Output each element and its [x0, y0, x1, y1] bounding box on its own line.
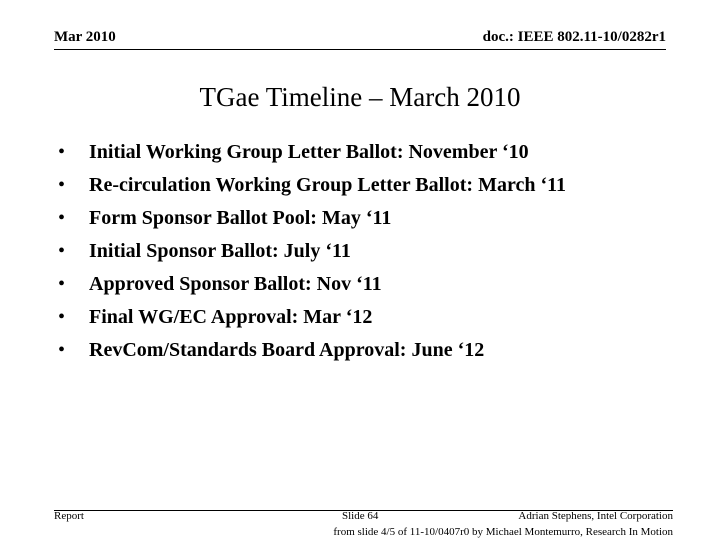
- bullet-text: Final WG/EC Approval: Mar ‘12: [89, 306, 373, 328]
- slide-title: TGae Timeline – March 2010: [199, 82, 521, 112]
- bullet-text: Re-circulation Working Group Letter Ballot: March ‘11: [89, 174, 567, 196]
- bullet-text: Approved Sponsor Ballot: Nov ‘11: [89, 273, 382, 295]
- footer-source: from slide 4/5 of 11-10/0407r0 by Michael Montemurro, Research In Motion: [333, 526, 673, 538]
- bullet-item: [58, 270, 658, 299]
- bullet-marker: •: [58, 174, 66, 196]
- bullet-item: [58, 171, 658, 200]
- bullet-item: [58, 204, 658, 233]
- bullet-item: [58, 336, 658, 365]
- bullet-marker: •: [58, 240, 66, 262]
- bullet-marker: •: [58, 141, 66, 163]
- bullet-text: Initial Working Group Letter Ballot: November ‘10: [89, 141, 529, 163]
- bullet-item: [58, 303, 658, 332]
- bullet-list: [58, 138, 658, 369]
- slide-number: Slide 64: [342, 510, 379, 522]
- header-divider: [54, 49, 666, 50]
- bullet-marker: •: [58, 306, 66, 328]
- bullet-marker: •: [58, 273, 66, 295]
- footer-author: Adrian Stephens, Intel Corporation: [518, 510, 673, 522]
- bullet-item: [58, 237, 658, 266]
- bullet-item: [58, 138, 658, 167]
- bullet-text: Initial Sponsor Ballot: July ‘11: [89, 240, 351, 262]
- header-date: Mar 2010: [54, 29, 116, 45]
- bullet-marker: •: [58, 339, 66, 361]
- bullet-text: RevCom/Standards Board Approval: June ‘12: [89, 339, 485, 361]
- bullet-text: Form Sponsor Ballot Pool: May ‘11: [89, 207, 392, 229]
- footer-label: Report: [54, 510, 84, 522]
- header-doc-id: doc.: IEEE 802.11-10/0282r1: [482, 29, 666, 45]
- bullet-marker: •: [58, 207, 66, 229]
